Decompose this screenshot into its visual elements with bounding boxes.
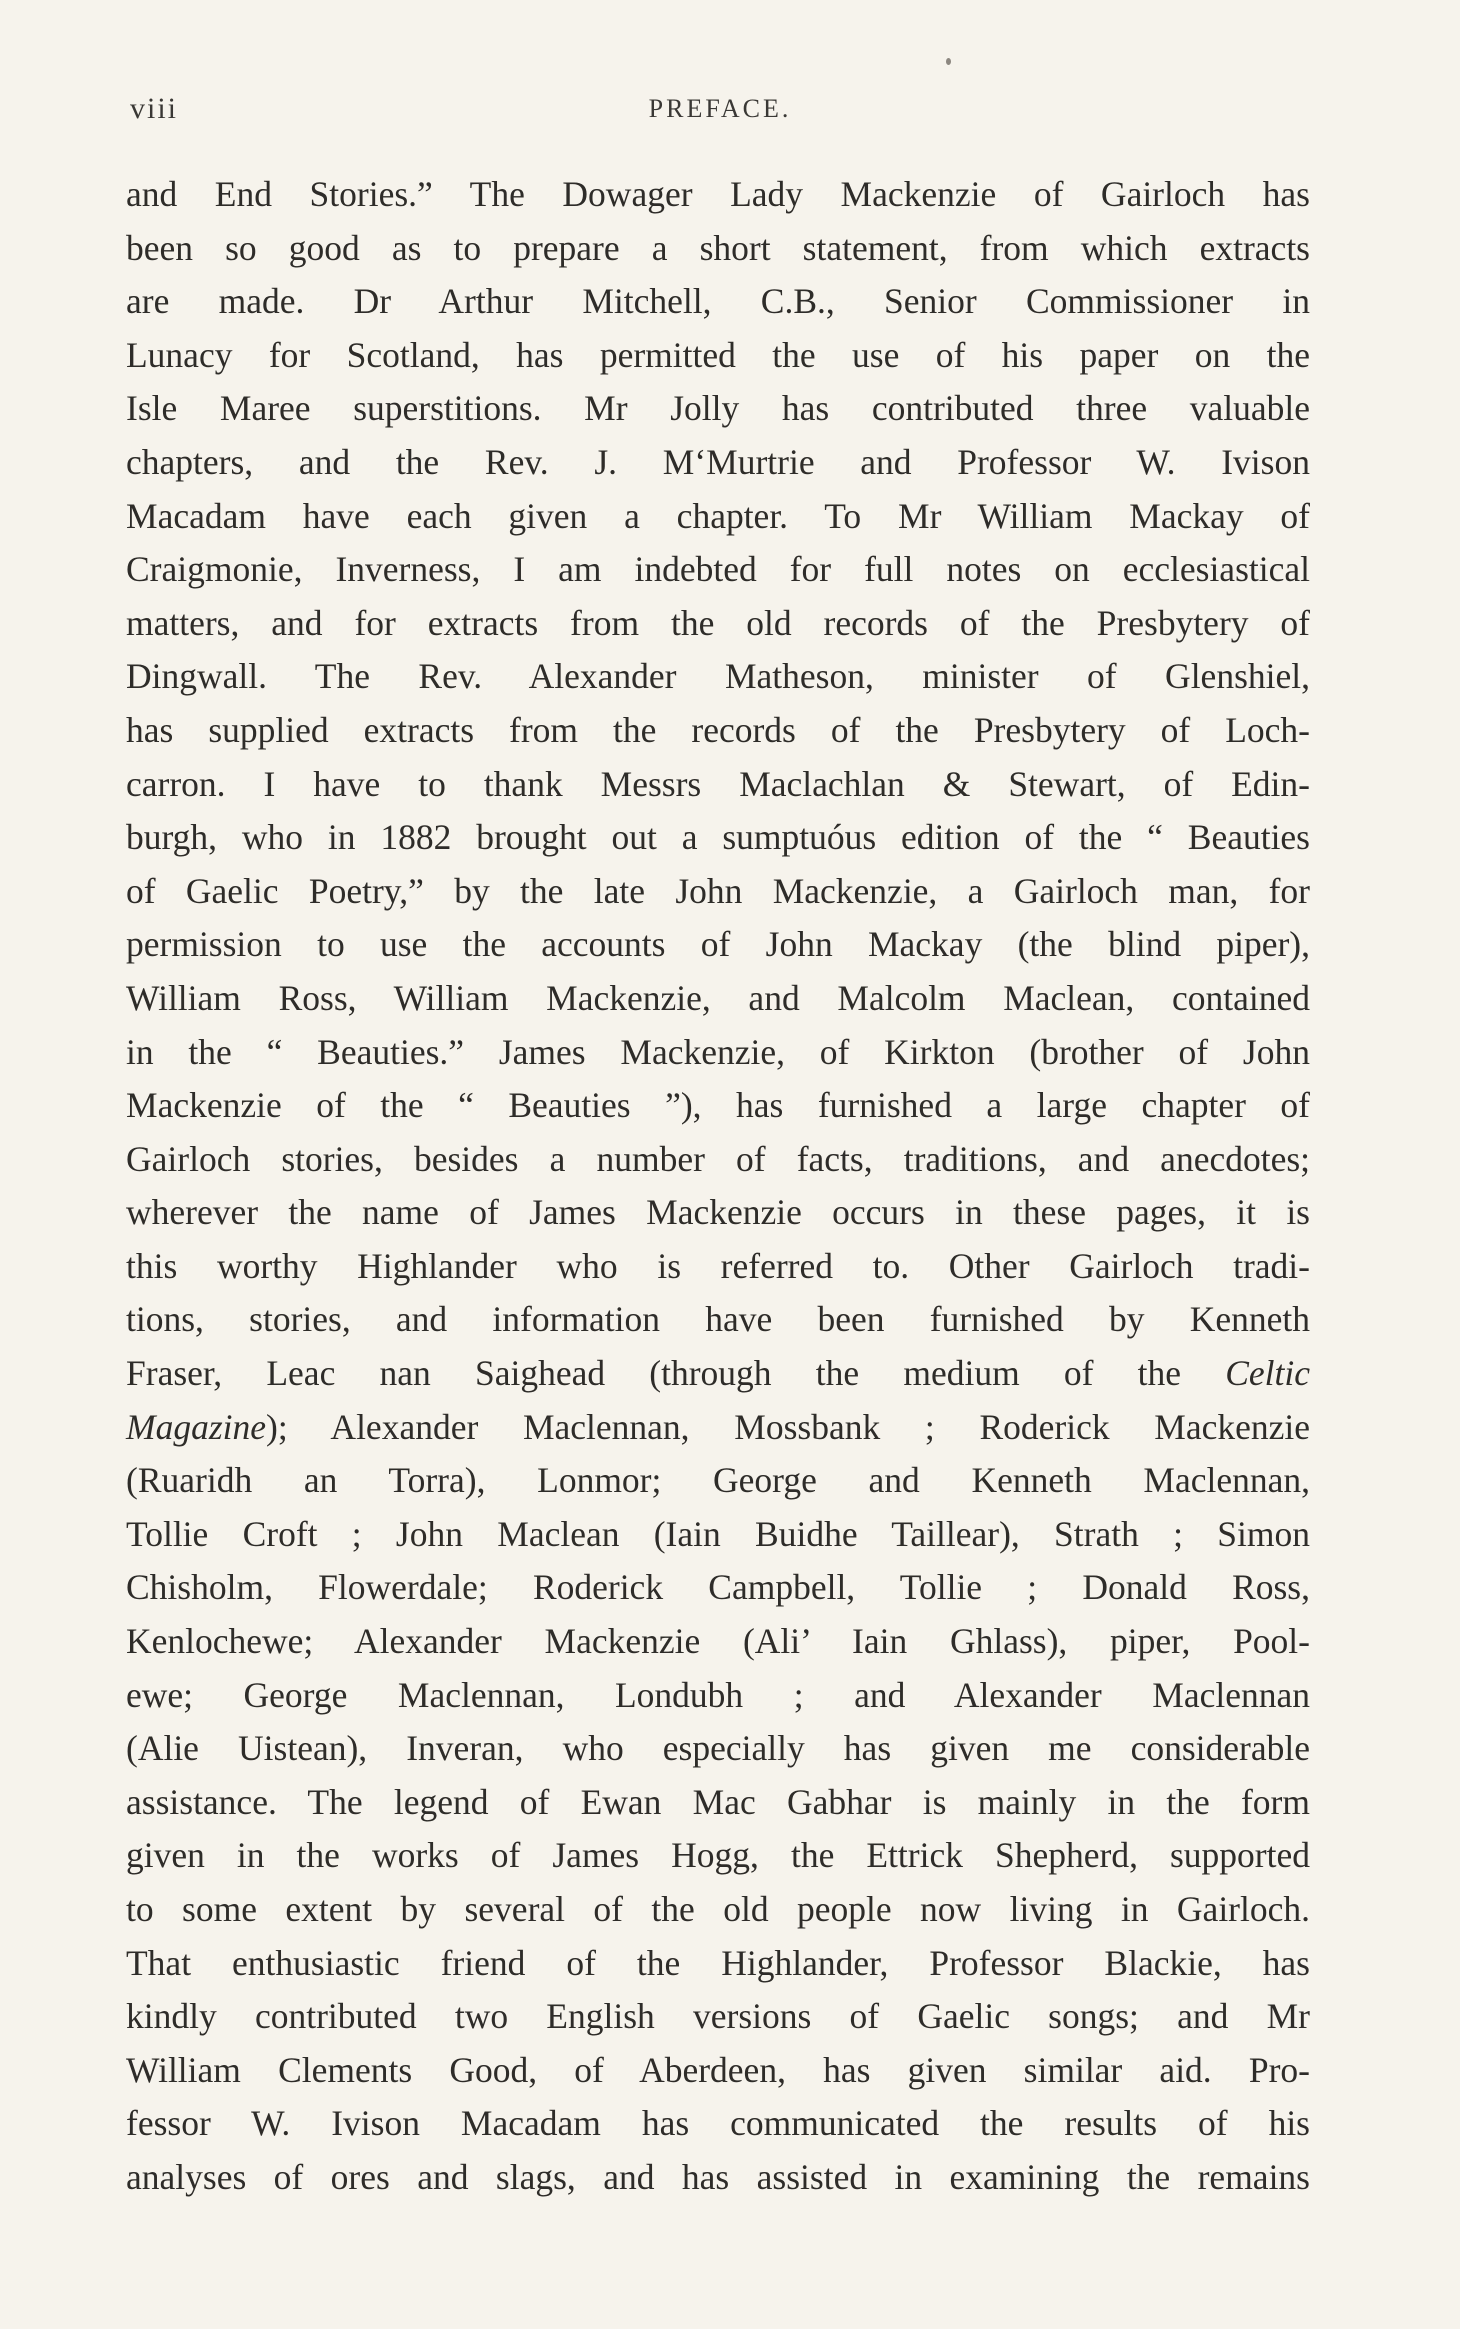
text-segment: ); Alexander Maclennan, Mossbank ; Roderick Mackenzie: [266, 1406, 1310, 1447]
text-line-with-italic: [126, 1401, 1310, 1455]
text-line: Isle Maree superstitions. Mr Jolly has contributed three valuable: [126, 388, 1310, 429]
text-line: chapters, and the Rev. J. M‘Murtrie and Professor W. Ivison: [126, 441, 1310, 482]
text-segment: Fraser, Leac nan Saighead (through the medium of the: [126, 1353, 1182, 1394]
text-line: fessor W. Ivison Macadam has communicated the results of his: [126, 2103, 1310, 2144]
text-line: wherever the name of James Mackenzie occurs in these pages, it is: [126, 1192, 1310, 1233]
running-head: PREFACE.: [648, 94, 792, 123]
text-line: (Ruaridh an Torra), Lonmor; George and Kenneth Maclennan,: [126, 1460, 1310, 1501]
text-line: Craigmonie, Inverness, I am indebted for full notes on ecclesiastical: [126, 549, 1310, 590]
text-line: matters, and for extracts from the old records of the Presbytery of: [126, 602, 1310, 643]
text-line: (Alie Uistean), Inveran, who especially has given me considerable: [126, 1728, 1310, 1769]
text-line: of Gaelic Poetry,” by the late John Mackenzie, a Gairloch man, for: [126, 870, 1310, 911]
text-line: and End Stories.” The Dowager Lady Mackenzie of Gairloch has: [126, 174, 1310, 214]
text-line: has supplied extracts from the records of the Presbytery of Loch-: [126, 709, 1310, 750]
text-line: Chisholm, Flowerdale; Roderick Campbell, Tollie ; Donald Ross,: [126, 1567, 1310, 1608]
text-line: Lunacy for Scotland, has permitted the use of his paper on the: [126, 334, 1310, 375]
italic-word-celtic: Celtic: [1225, 1353, 1311, 1394]
ink-speck: [946, 58, 951, 65]
page-header: [130, 92, 1310, 132]
text-line: That enthusiastic friend of the Highlander, Professor Blackie, has: [126, 1942, 1310, 1983]
italic-word-magazine: Magazine: [126, 1406, 267, 1447]
text-line: William Ross, William Mackenzie, and Malcolm Maclean, contained: [126, 977, 1310, 1018]
text-line: been so good as to prepare a short statement, from which extracts: [126, 227, 1310, 268]
text-line: William Clements Good, of Aberdeen, has given similar aid. Pro-: [126, 2049, 1310, 2090]
text-line: carron. I have to thank Messrs Maclachlan & Stewart, of Edin-: [126, 763, 1310, 804]
text-line: assistance. The legend of Ewan Mac Gabhar is mainly in the form: [126, 1781, 1310, 1822]
text-line: tions, stories, and information have been furnished by Kenneth: [126, 1299, 1310, 1340]
preface-body: [126, 168, 1310, 2205]
text-line: Kenlochewe; Alexander Mackenzie (Ali’ Iain Ghlass), piper, Pool-: [126, 1621, 1310, 1662]
text-line: given in the works of James Hogg, the Ettrick Shepherd, supported: [126, 1835, 1310, 1876]
text-line: Gairloch stories, besides a number of facts, traditions, and anecdotes;: [126, 1138, 1310, 1179]
text-line: Tollie Croft ; John Maclean (Iain Buidhe Taillear), Strath ; Simon: [126, 1513, 1310, 1554]
text-line: this worthy Highlander who is referred to. Other Gairloch tradi-: [126, 1245, 1310, 1286]
text-line: are made. Dr Arthur Mitchell, C.B., Senior Commissioner in: [126, 281, 1310, 322]
page-number: viii: [130, 92, 179, 125]
text-line: analyses of ores and slags, and has assisted in examining the remains: [126, 2156, 1310, 2197]
text-line: kindly contributed two English versions of Gaelic songs; and Mr: [126, 1996, 1310, 2037]
text-line: Mackenzie of the “ Beauties ”), has furnished a large chapter of: [126, 1085, 1310, 1126]
text-line: in the “ Beauties.” James Mackenzie, of Kirkton (brother of John: [126, 1031, 1310, 1072]
text-line: burgh, who in 1882 brought out a sumptuóus edition of the “ Beauties: [126, 817, 1310, 858]
text-line: ewe; George Maclennan, Londubh ; and Alexander Maclennan: [126, 1674, 1310, 1715]
text-line: permission to use the accounts of John Mackay (the blind piper),: [126, 924, 1310, 965]
text-line: Dingwall. The Rev. Alexander Matheson, minister of Glenshiel,: [126, 656, 1310, 697]
text-line: to some extent by several of the old people now living in Gairloch.: [126, 1889, 1310, 1929]
text-line: Macadam have each given a chapter. To Mr William Mackay of: [126, 495, 1310, 536]
text-line-with-italic: [126, 1347, 1310, 1401]
